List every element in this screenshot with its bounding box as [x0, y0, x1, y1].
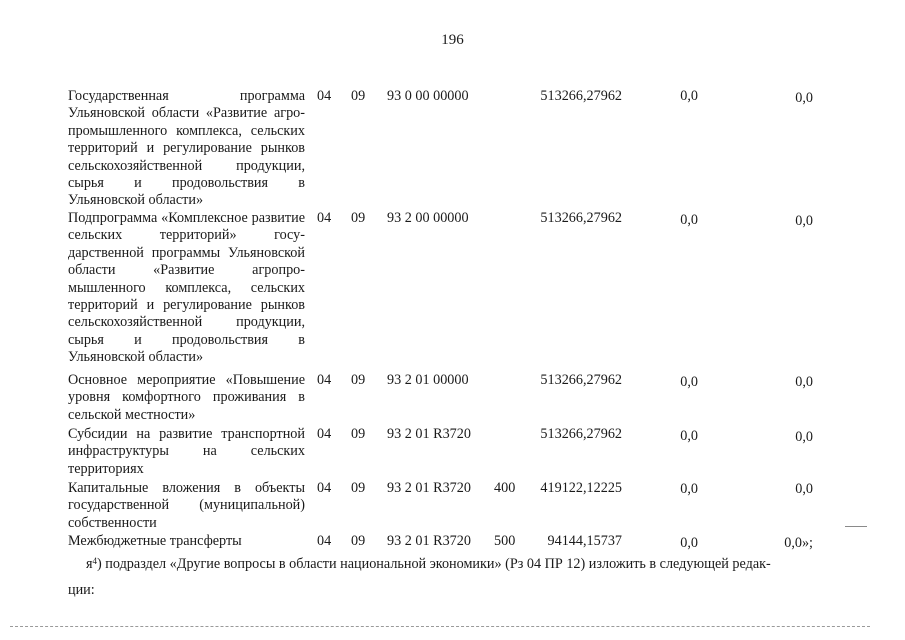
- pr-code: 09: [351, 533, 366, 549]
- amount-year2: 0,0: [795, 481, 813, 497]
- amount-current: 94144,15737: [547, 533, 622, 549]
- amount-year1: 0,0: [680, 212, 698, 228]
- amount-current: 513266,27962: [540, 210, 622, 226]
- csr-code: 93 2 01 R3720: [387, 480, 471, 496]
- csr-code: 93 2 01 R3720: [387, 426, 471, 442]
- amount-year1: 0,0: [680, 428, 698, 444]
- row-description: Основное мероприятие «Повышение уровня комфортного проживания в сельской местности»: [68, 372, 305, 423]
- vr-code: 500: [494, 533, 516, 549]
- amount-current: 419122,12225: [540, 480, 622, 496]
- rz-code: 04: [317, 372, 332, 388]
- amount-year1: 0,0: [680, 88, 698, 104]
- row-description: Государственная программа Ульяновской области «Развитие агропромышленного комплекса, сельских территорий и регулирование рынков сельскохозяйственной продукции, сырья и продовольствия в Ульяновской области»: [68, 88, 305, 209]
- amendment-text: ) подраздел «Другие вопросы в области национальной экономики» (Рз 04 ПР 12) изложить в следующей редак-: [97, 556, 771, 572]
- row-description: Капитальные вложения в объекты государственной (муниципальной) собственности: [68, 480, 305, 531]
- amendment-text-end: ции:: [68, 582, 95, 598]
- amount-year2: 0,0: [795, 429, 813, 445]
- amendment-marker: я: [86, 556, 93, 572]
- amount-current: 513266,27962: [540, 88, 622, 104]
- footnote-superscript: 4: [92, 556, 98, 566]
- amount-current: 513266,27962: [540, 372, 622, 388]
- rz-code: 04: [317, 533, 332, 549]
- pr-code: 09: [351, 210, 366, 226]
- amount-year2: 0,0»;: [784, 535, 813, 551]
- amount-year2: 0,0: [795, 213, 813, 229]
- csr-code: 93 2 00 00000: [387, 210, 469, 226]
- pr-code: 09: [351, 372, 366, 388]
- bottom-rule: [10, 626, 870, 627]
- csr-code: 93 2 01 R3720: [387, 533, 471, 549]
- amount-year1: 0,0: [680, 481, 698, 497]
- rz-code: 04: [317, 426, 332, 442]
- amount-year1: 0,0: [680, 374, 698, 390]
- vr-code: 400: [494, 480, 516, 496]
- pr-code: 09: [351, 480, 366, 496]
- amendment-continuation: [68, 580, 858, 601]
- page-number: 196: [441, 32, 464, 48]
- amount-year2: 0,0: [795, 90, 813, 106]
- row-description: Межбюджетные трансферты: [68, 533, 242, 549]
- csr-code: 93 0 00 00000: [387, 88, 469, 104]
- rz-code: 04: [317, 88, 332, 104]
- scan-dash-mark: [845, 526, 867, 527]
- row-description: Субсидии на развитие транспортной инфраструктуры на сельских территориях: [68, 426, 305, 477]
- amount-current: 513266,27962: [540, 426, 622, 442]
- amount-year1: 0,0: [680, 535, 698, 551]
- amendment-paragraph: [68, 554, 858, 575]
- pr-code: 09: [351, 426, 366, 442]
- row-description: Подпрограмма «Комплексное развитие сельских территорий» государственной программы Ульяновской области «Развитие агропромышленного комплекса, сельских территорий и регулирование рынков сельскохозяйственной продукции, сырья и продовольствия в Ульяновской области»: [68, 210, 305, 366]
- rz-code: 04: [317, 480, 332, 496]
- amount-year2: 0,0: [795, 374, 813, 390]
- csr-code: 93 2 01 00000: [387, 372, 469, 388]
- pr-code: 09: [351, 88, 366, 104]
- rz-code: 04: [317, 210, 332, 226]
